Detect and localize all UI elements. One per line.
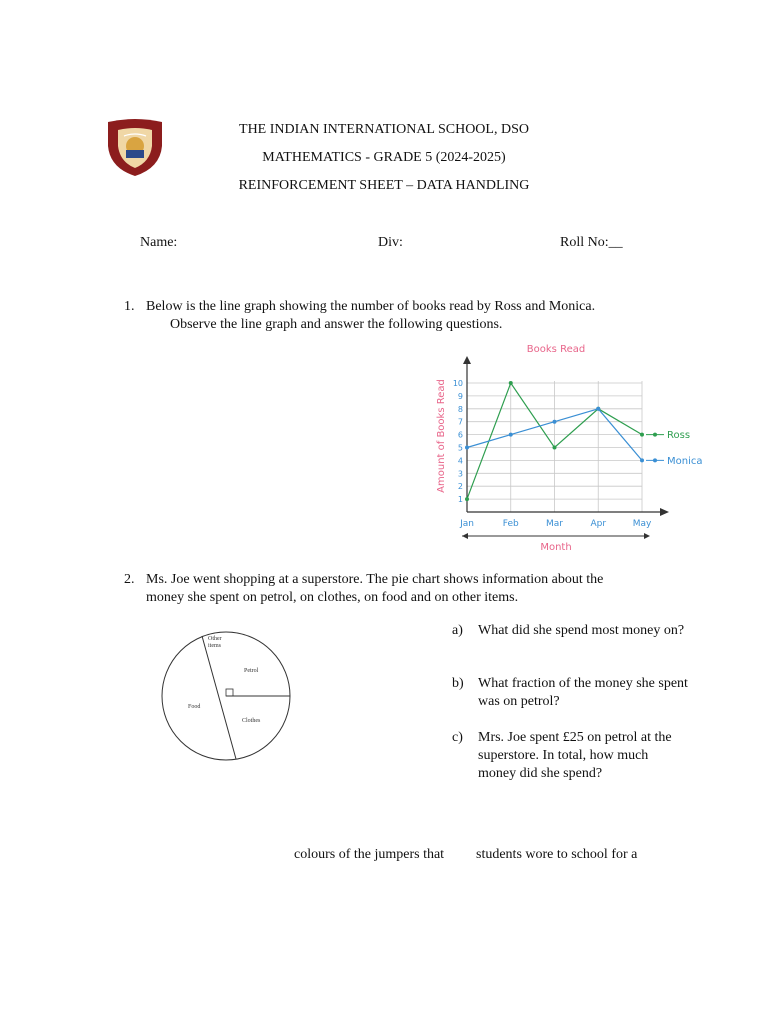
pie-label-clothes: Clothes	[242, 718, 261, 724]
q2-part-a	[452, 622, 692, 662]
chart-ylabel: Amount of Books Read	[436, 379, 447, 493]
data-point-ross	[465, 497, 469, 501]
y-tick-label: 5	[457, 443, 463, 453]
pie-label-food: Food	[188, 704, 201, 710]
school-name: THE INDIAN INTERNATIONAL SCHOOL, DSO	[239, 122, 529, 137]
data-point-ross	[509, 381, 513, 385]
books-read-line-chart	[428, 338, 712, 554]
q2-number: 2.	[124, 572, 135, 587]
q1-number: 1.	[124, 299, 135, 314]
q2-part-c	[452, 729, 692, 789]
month-range-arrow-left	[462, 533, 468, 539]
x-tick-label: Mar	[546, 519, 563, 529]
y-tick-label: 9	[457, 391, 463, 401]
q2-part-b-text: What fraction of the money she spent was on petrol?	[478, 676, 688, 709]
data-point-monica	[553, 420, 557, 424]
q2-part-b	[452, 675, 692, 715]
q1-line2: Observe the line graph and answer the following questions.	[170, 317, 503, 332]
q3-fragment-left: colours of the jumpers that	[294, 847, 445, 862]
month-range-arrow-right	[644, 533, 650, 539]
legend-marker-ross	[653, 433, 657, 437]
x-tick-label: Jan	[460, 519, 474, 529]
data-point-monica	[596, 407, 600, 411]
chart-xlabel: Month	[540, 542, 572, 553]
q2-part-a-text: What did she spend most money on?	[478, 623, 685, 638]
div-field[interactable]: Div:	[378, 235, 403, 250]
pie-label-other-2: items	[208, 643, 221, 649]
data-point-monica	[465, 446, 469, 450]
q3-fragment-right: students wore to school for a	[476, 847, 638, 862]
q2-part-c-text: Mrs. Joe spent £25 on petrol at the superstore. In total, how much money did she spend?	[478, 730, 672, 781]
y-tick-label: 4	[457, 456, 463, 466]
data-point-ross	[640, 433, 644, 437]
name-field[interactable]: Name:	[140, 235, 178, 250]
q1-line1: Below is the line graph showing the number of books read by Ross and Monica.	[146, 299, 596, 314]
y-tick-label: 6	[457, 430, 463, 440]
roll-no-field[interactable]: Roll No:__	[560, 235, 623, 250]
x-tick-label: Apr	[590, 519, 607, 529]
y-tick-label: 3	[457, 469, 463, 479]
sheet-title: REINFORCEMENT SHEET – DATA HANDLING	[238, 178, 530, 193]
q2-line1: Ms. Joe went shopping at a superstore. The pie chart shows information about the	[146, 572, 604, 587]
q2-part-a-label: a)	[452, 623, 463, 638]
data-point-monica	[509, 433, 513, 437]
y-tick-label: 10	[452, 379, 463, 388]
y-tick-label: 8	[457, 404, 463, 414]
legend-label-monica: Monica	[667, 455, 703, 467]
legend-label-ross: Ross	[667, 430, 691, 442]
q2-part-b-label: b)	[452, 676, 464, 691]
legend-marker-monica	[653, 458, 657, 462]
x-tick-label: Feb	[502, 519, 519, 529]
data-point-monica	[640, 458, 644, 462]
chart-title: Books Read	[526, 344, 586, 355]
q2-part-c-label: c)	[452, 730, 463, 745]
y-axis-arrow	[463, 356, 471, 364]
pie-label-petrol: Petrol	[244, 668, 259, 674]
x-tick-label: May	[632, 519, 652, 529]
x-axis-arrow	[660, 508, 669, 516]
spending-pie-chart	[158, 628, 294, 764]
subject-title: MATHEMATICS - GRADE 5 (2024-2025)	[262, 150, 506, 165]
y-tick-label: 2	[457, 482, 463, 492]
q2-line2: money she spent on petrol, on clothes, on food and on other items.	[146, 590, 519, 605]
data-point-ross	[553, 446, 557, 450]
y-tick-label: 1	[457, 495, 463, 505]
y-tick-label: 7	[457, 417, 463, 427]
pie-label-other-1: Other	[208, 636, 222, 642]
